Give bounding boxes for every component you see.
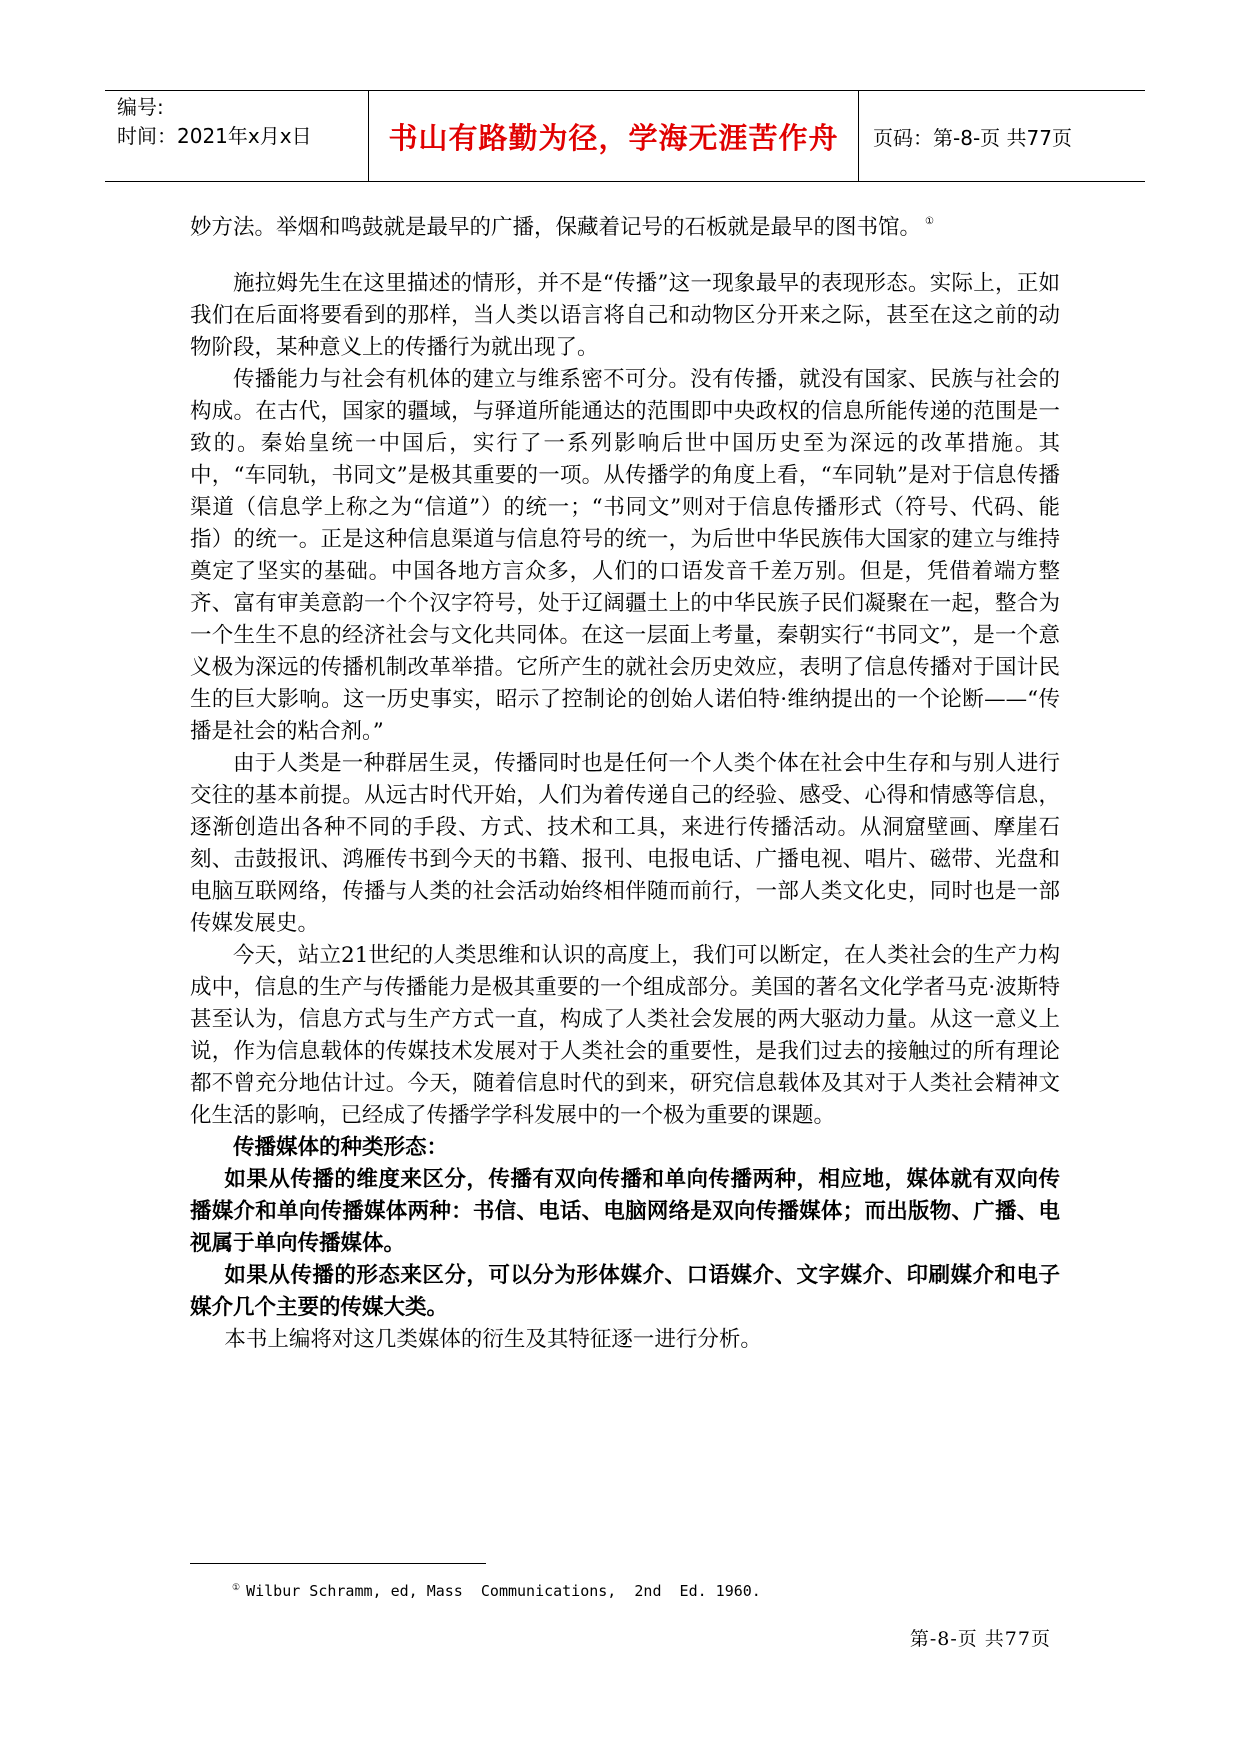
- header-meta: [105, 91, 369, 181]
- footnote-divider: [190, 1563, 486, 1564]
- paragraph: 施拉姆先生在这里描述的情形，并不是“传播”这一现象最早的表现形态。实际上，正如我们在后面将要看到的那样，当人类以语言将自己和动物区分开来之际，甚至在这之前的动物阶段，某种意义上的传播行为就出现了。: [190, 271, 1060, 360]
- paragraph: 由于人类是一种群居生灵，传播同时也是任何一个人类个体在社会中生存和与别人进行交往的基本前提。从远古时代开始，人们为着传递自己的经验、感受、心得和情感等信息，逐渐创造出各种不同的手段、方式、技术和工具，来进行传播活动。从洞窟壁画、摩崖石刻、击鼓报讯、鸿雁传书到今天的书籍、报刊、电报电话、广播电视、唱片、磁带、光盘和电脑互联网络，传播与人类的社会活动始终相伴随而前行，一部人类文化史，同时也是一部传媒发展史。: [190, 751, 1060, 936]
- paragraph-continued: [190, 206, 1060, 244]
- footnote-marker: ①: [925, 216, 934, 227]
- paragraph: 传播能力与社会有机体的建立与维系密不可分。没有传播，就没有国家、民族与社会的构成。在古代，国家的疆域，与驿道所能通达的范围即中央政权的信息所能传递的范围是一致的。秦始皇统一中国后，实行了一系列影响后世中国历史至为深远的改革措施。其中，“车同轨，书同文”是极其重要的一项。从传播学的角度上看，“车同轨”是对于信息传播渠道（信息学上称之为“信道”）的统一；“书同文”则对于信息传播形式（符号、代码、能指）的统一。正是这种信息渠道与信息符号的统一，为后世中华民族伟大国家的建立与维持奠定了坚实的基础。中国各地方言众多，人们的口语发音千差万别。但是，凭借着端方整齐、富有审美意韵一个个汉字符号，处于辽阔疆土上的中华民族子民们凝聚在一起，整合为一个生生不息的经济社会与文化共同体。在这一层面上考量，秦朝实行“书同文”，是一个意义极为深远的传播机制改革举措。它所产生的就社会历史效应，表明了信息传播对于国计民生的巨大影响。这一历史事实，昭示了控制论的创始人诺伯特·维纳提出的一个论断——“传播是社会的粘合剂。”: [190, 367, 1060, 744]
- paragraph: 今天，站立21世纪的人类思维和认识的高度上，我们可以断定，在人类社会的生产力构成中，信息的生产与传播能力是极其重要的一个组成部分。美国的著名文化学者马克·波斯特甚至认为，信息方式与生产方式一直，构成了人类社会发展的两大驱动力量。从这一意义上说，作为信息载体的传媒技术发展对于人类社会的重要性，是我们过去的接触过的所有理论都不曾充分地估计过。今天，随着信息时代的到来，研究信息载体及其对于人类社会精神文化生活的影响，已经成了传播学学科发展中的一个极为重要的课题。: [190, 943, 1060, 1128]
- footnote-mark: ①: [232, 1583, 241, 1593]
- paragraph: 本书上编将对这几类媒体的衍生及其特征逐一进行分析。: [224, 1327, 762, 1352]
- paragraph-text: 妙方法。举烟和鸣鼓就是最早的广播，保藏着记号的石板就是最早的图书馆。: [190, 215, 922, 240]
- paragraph-bold: 如果从传播的维度来区分，传播有双向传播和单向传播两种，相应地，媒体就有双向传播媒介和单向传播媒体两种：书信、电话、电脑网络是双向传播媒体；而出版物、广播、电视属于单向传播媒体。: [190, 1167, 1060, 1256]
- document-body: [190, 206, 1060, 1356]
- time-label: 时间：2021年x月x日: [117, 124, 312, 148]
- header-motto: 书山有路勤为径，学海无涯苦作舟: [369, 91, 859, 181]
- page-header: [105, 90, 1145, 182]
- section-heading: 传播媒体的种类形态：: [233, 1135, 449, 1160]
- footnote: [232, 1582, 761, 1600]
- footnote-text: Wilbur Schramm, ed, Mass Communications, 2nd Ed. 1960.: [246, 1582, 761, 1600]
- paragraph-bold: 如果从传播的形态来区分，可以分为形体媒介、口语媒介、文字媒介、印刷媒介和电子媒介几个主要的传媒大类。: [190, 1263, 1060, 1320]
- number-label: 编号:: [117, 95, 164, 119]
- page-footer: 第-8-页 共77页: [909, 1628, 1051, 1650]
- header-page-code: 页码：第-8-页 共77页: [873, 125, 1072, 150]
